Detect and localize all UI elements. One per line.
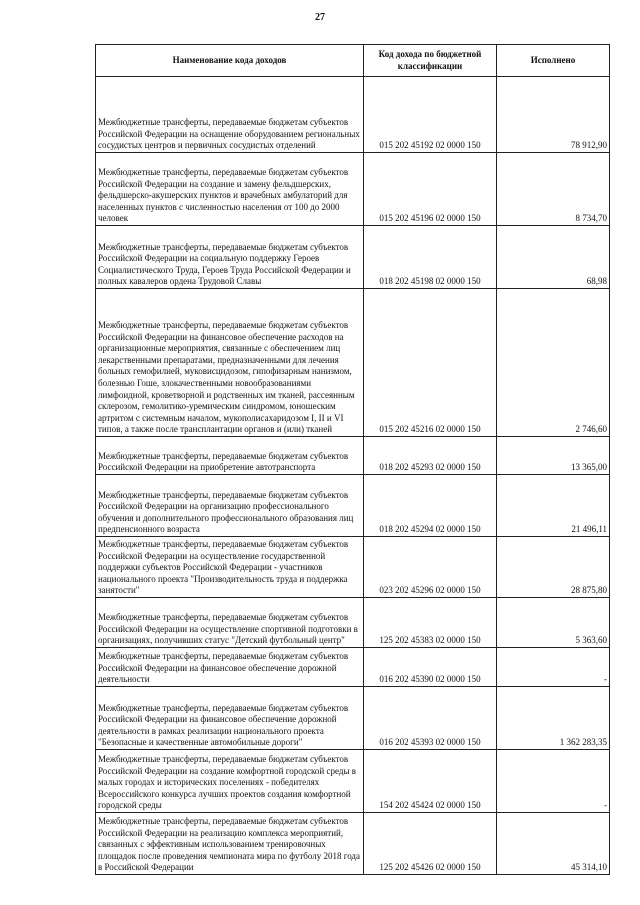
header-name: Наименование кода доходов — [96, 45, 364, 77]
row-code: 125 202 45426 02 0000 150 — [364, 813, 497, 875]
row-name: Межбюджетные трансферты, передаваемые бюджетам субъектов Российской Федерации на оснащение оборудованием региональных сосудистых центров и первичных сосудистых отделений — [96, 77, 364, 153]
table-row — [96, 537, 610, 598]
table-row — [96, 687, 610, 750]
table-row — [96, 437, 610, 475]
row-name: Межбюджетные трансферты, передаваемые бюджетам субъектов Российской Федерации на создание и замену фельдшерских, фельдшерско-акушерских пунктов и врачебных амбулаторий для населенных пунктов с численностью населения от 100 до 2000 человек — [96, 153, 364, 226]
row-code: 018 202 45198 02 0000 150 — [364, 226, 497, 289]
row-name: Межбюджетные трансферты, передаваемые бюджетам субъектов Российской Федерации на финансовое обеспечение дорожной деятельности — [96, 648, 364, 687]
row-amount: - — [497, 750, 610, 813]
table-header-row — [96, 45, 610, 77]
table-row — [96, 813, 610, 875]
row-code: 015 202 45192 02 0000 150 — [364, 77, 497, 153]
row-name: Межбюджетные трансферты, передаваемые бюджетам субъектов Российской Федерации на организацию профессионального обучения и дополнительного профессионального образования лиц предпенсионного возраста — [96, 475, 364, 537]
table-row — [96, 226, 610, 289]
row-amount: 45 314,10 — [497, 813, 610, 875]
row-amount: 2 746,60 — [497, 289, 610, 437]
row-code: 125 202 45383 02 0000 150 — [364, 598, 497, 648]
row-name: Межбюджетные трансферты, передаваемые бюджетам субъектов Российской Федерации на осуществление спортивной подготовки в организациях, получивших статус "Детский футбольный центр" — [96, 598, 364, 648]
row-amount: 28 875,80 — [497, 537, 610, 598]
table-row — [96, 77, 610, 153]
row-amount: 68,98 — [497, 226, 610, 289]
revenue-table — [95, 44, 610, 875]
header-amount: Исполнено — [497, 45, 610, 77]
table-row — [96, 750, 610, 813]
row-name: Межбюджетные трансферты, передаваемые бюджетам субъектов Российской Федерации на осуществление государственной поддержки субъектов Российской Федерации - участников национального проекта "Производительность труда и поддержка занятости" — [96, 537, 364, 598]
table-row — [96, 598, 610, 648]
row-code: 015 202 45196 02 0000 150 — [364, 153, 497, 226]
row-name: Межбюджетные трансферты, передаваемые бюджетам субъектов Российской Федерации на создание комфортной городской среды в малых городах и исторических поселениях - победителях Всероссийского конкурса лучших проектов создания комфортной городской среды — [96, 750, 364, 813]
row-code: 016 202 45390 02 0000 150 — [364, 648, 497, 687]
table-row — [96, 289, 610, 437]
row-name: Межбюджетные трансферты, передаваемые бюджетам субъектов Российской Федерации на социальную поддержку Героев Социалистического Труда, Героев Труда Российской Федерации и полных кавалеров ордена Трудовой Славы — [96, 226, 364, 289]
table-row — [96, 648, 610, 687]
table-row — [96, 153, 610, 226]
row-amount: 1 362 283,35 — [497, 687, 610, 750]
row-code: 016 202 45393 02 0000 150 — [364, 687, 497, 750]
row-code: 023 202 45296 02 0000 150 — [364, 537, 497, 598]
row-code: 018 202 45294 02 0000 150 — [364, 475, 497, 537]
header-code: Код дохода по бюджетной классификации — [364, 45, 497, 77]
row-name: Межбюджетные трансферты, передаваемые бюджетам субъектов Российской Федерации на реализацию комплекса мероприятий, связанных с эффективным использованием тренировочных площадок после проведения чемпионата мира по футболу 2018 года в Российской Федерации — [96, 813, 364, 875]
row-amount: 78 912,90 — [497, 77, 610, 153]
row-name: Межбюджетные трансферты, передаваемые бюджетам субъектов Российской Федерации на приобретение автотранспорта — [96, 437, 364, 475]
row-code: 015 202 45216 02 0000 150 — [364, 289, 497, 437]
row-name: Межбюджетные трансферты, передаваемые бюджетам субъектов Российской Федерации на финансовое обеспечение расходов на организационные мероприятия, связанные с обеспечением лиц лекарственными препаратами, предназначенными для лечения больных гемофилией, муковисцидозом, гипофизарным нанизмом, болезнью Гоше, злокачественными новообразованиями лимфоидной, кроветворной и родственных им тканей, рассеянным склерозом, гемолитико-уремическим синдромом, юношеским артритом с системным началом, мукополисахаридозом I, II и VI типов, а также после трансплантации органов и (или) тканей — [96, 289, 364, 437]
row-amount: - — [497, 648, 610, 687]
page-number: 27 — [315, 12, 325, 23]
row-name: Межбюджетные трансферты, передаваемые бюджетам субъектов Российской Федерации на финансовое обеспечение дорожной деятельности в рамках реализации национального проекта "Безопасные и качественные автомобильные дороги" — [96, 687, 364, 750]
row-amount: 21 496,11 — [497, 475, 610, 537]
table-row — [96, 475, 610, 537]
row-code: 154 202 45424 02 0000 150 — [364, 750, 497, 813]
row-code: 018 202 45293 02 0000 150 — [364, 437, 497, 475]
row-amount: 5 363,60 — [497, 598, 610, 648]
row-amount: 8 734,70 — [497, 153, 610, 226]
row-amount: 13 365,00 — [497, 437, 610, 475]
